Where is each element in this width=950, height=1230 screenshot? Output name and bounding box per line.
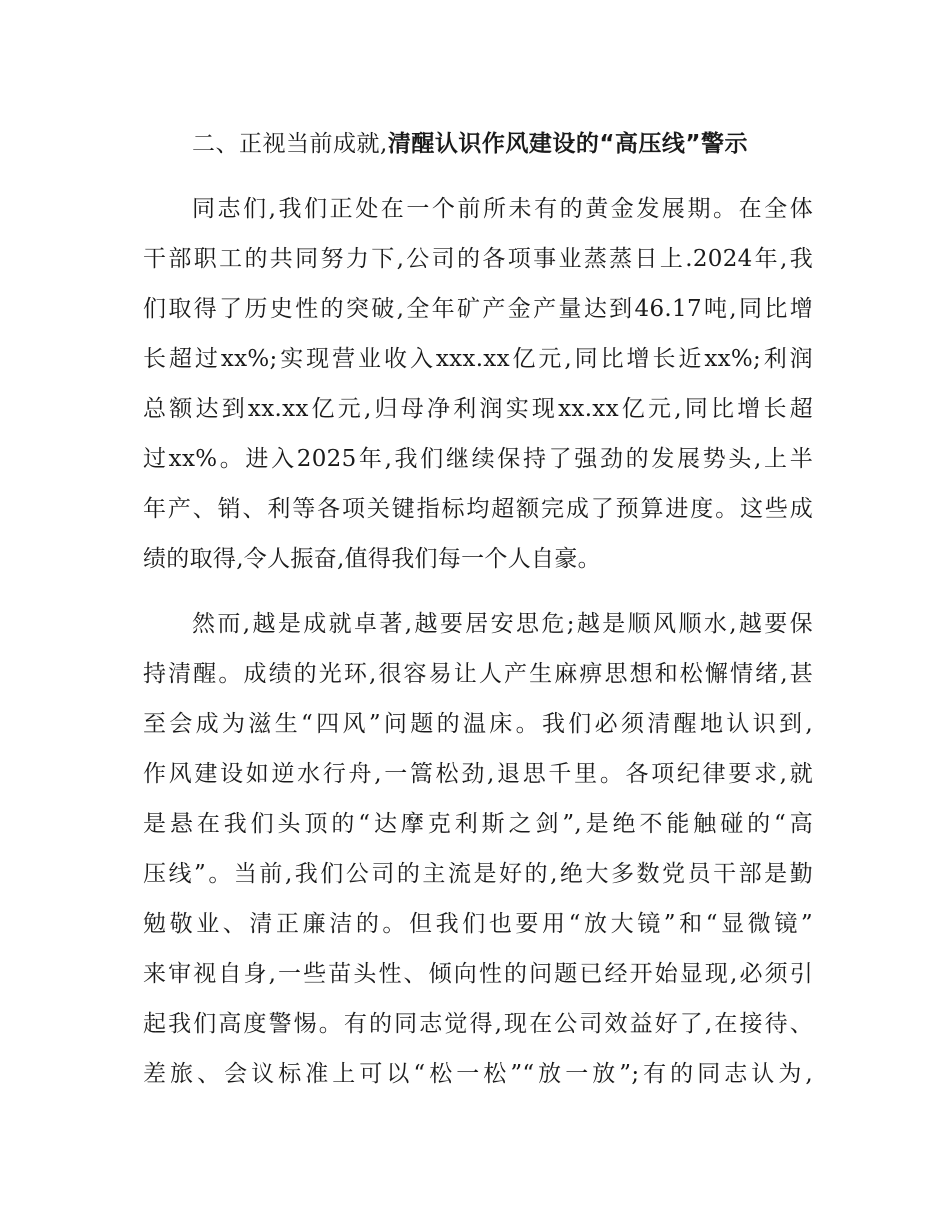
paragraph-1-line-4: 长超过xx%;实现营业收入xxx.xx亿元,同比增长近xx%;利润: [143, 346, 813, 372]
paragraph-2-line-7: 勉敬业、清正廉洁的。但我们也要用“放大镜”和“显微镜”: [143, 911, 813, 937]
paragraph-1-line-3: 们取得了历史性的突破,全年矿产金产量达到46.17吨,同比增: [143, 296, 813, 322]
paragraph-2-line-2: 持清醒。成绩的光环,很容易让人产生麻痹思想和松懈情绪,甚: [143, 661, 813, 687]
paragraph-2-line-1: 然而,越是成就卓著,越要居安思危;越是顺风顺水,越要保: [192, 611, 813, 637]
paragraph-2-line-10: 差旅、会议标准上可以“松一松”“放一放”;有的同志认为,: [143, 1061, 813, 1087]
paragraph-1-line-1: 同志们,我们正处在一个前所未有的黄金发展期。在全体: [192, 196, 813, 222]
paragraph-2-line-6: 压线”。当前,我们公司的主流是好的,绝大多数党员干部是勤: [143, 861, 813, 887]
paragraph-1-line-2: 干部职工的共同努力下,公司的各项事业蒸蒸日上.2024年,我: [143, 246, 813, 272]
paragraph-1-line-8: 绩的取得,令人振奋,值得我们每一个人自豪。: [143, 546, 601, 572]
paragraph-2-line-8: 来审视自身,一些苗头性、倾向性的问题已经开始显现,必须引: [143, 961, 813, 987]
paragraph-1-line-6: 过xx%。进入2025年,我们继续保持了强劲的发展势头,上半: [143, 446, 813, 472]
section-heading-prefix: 二、正视当前成就,: [192, 131, 388, 157]
section-heading: [192, 124, 748, 164]
section-heading-title: 清醒认识作风建设的“高压线”警示: [387, 131, 749, 157]
paragraph-2-line-4: 作风建设如逆水行舟,一篙松劲,退思千里。各项纪律要求,就: [143, 761, 813, 787]
paragraph-1-line-7: 年产、销、利等各项关键指标均超额完成了预算进度。这些成: [143, 496, 813, 522]
paragraph-2-line-9: 起我们高度警惕。有的同志觉得,现在公司效益好了,在接待、: [143, 1011, 813, 1037]
paragraph-1-line-5: 总额达到xx.xx亿元,归母净利润实现xx.xx亿元,同比增长超: [143, 396, 813, 422]
paragraph-2-line-5: 是悬在我们头顶的“达摩克利斯之剑”,是绝不能触碰的“高: [143, 811, 813, 837]
paragraph-2-line-3: 至会成为滋生“四风”问题的温床。我们必须清醒地认识到,: [143, 711, 813, 737]
